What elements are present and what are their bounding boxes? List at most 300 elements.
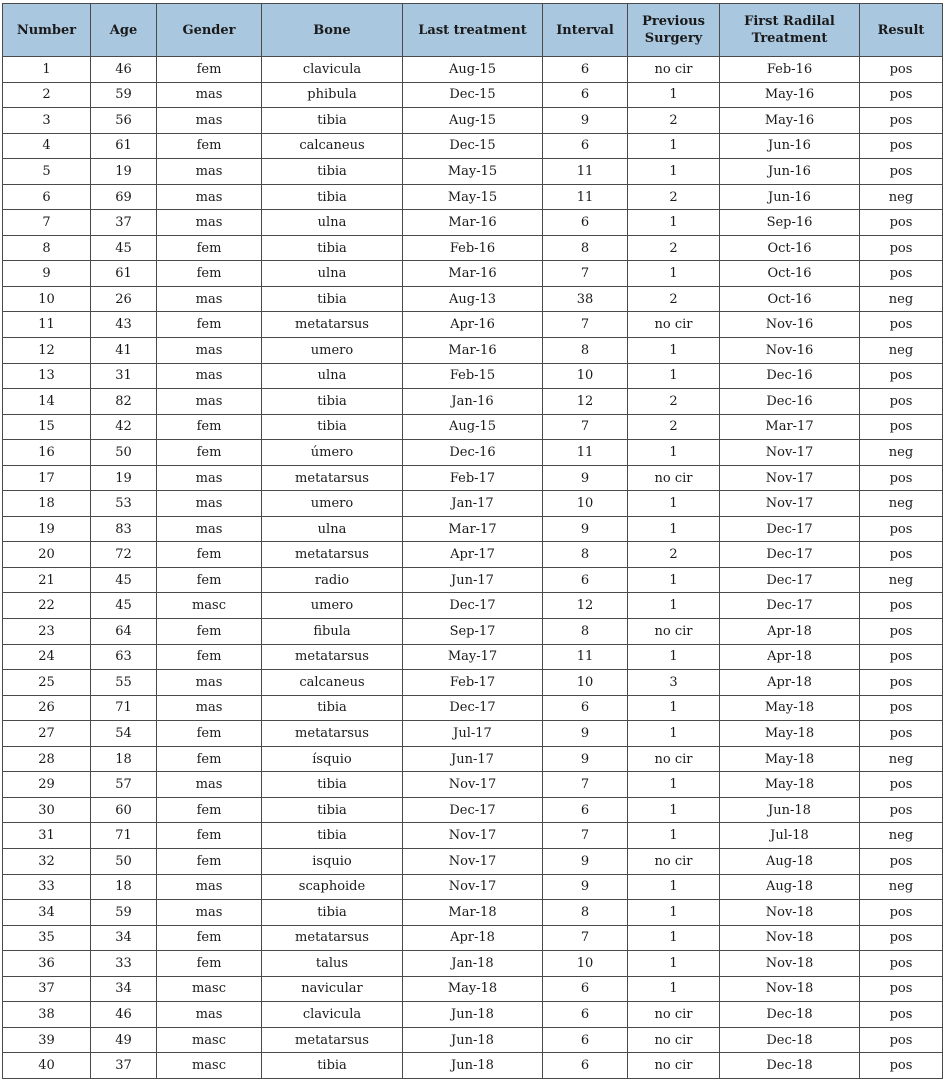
interval-cell: 11 [543,440,628,466]
number-cell: 2 [3,82,91,108]
last-treatment-cell: Dec-15 [403,82,543,108]
table-row [3,286,943,312]
previous-surgery-cell: 1 [628,951,720,977]
previous-surgery-cell: no cir [628,57,720,83]
number-cell: 17 [3,465,91,491]
previous-surgery-cell: 2 [628,542,720,568]
bone-cell: tibia [262,184,403,210]
bone-cell: ulna [262,210,403,236]
result-cell: pos [860,159,943,185]
interval-cell: 9 [543,108,628,134]
previous-surgery-cell: 1 [628,363,720,389]
gender-cell: fem [157,57,262,83]
first-radial-treatment-cell: Dec-17 [720,567,860,593]
interval-cell: 7 [543,823,628,849]
first-radial-treatment-cell: Jun-16 [720,184,860,210]
age-cell: 57 [91,772,157,798]
gender-cell: mas [157,465,262,491]
bone-cell: clavicula [262,1002,403,1028]
interval-cell: 6 [543,797,628,823]
result-cell: pos [860,389,943,415]
interval-cell: 10 [543,670,628,696]
interval-cell: 7 [543,925,628,951]
last-treatment-cell: May-17 [403,644,543,670]
bone-cell: isquio [262,848,403,874]
table-row [3,491,943,517]
result-cell: pos [860,670,943,696]
result-cell: neg [860,440,943,466]
gender-cell: mas [157,184,262,210]
last-treatment-cell: May-18 [403,976,543,1002]
first-radial-treatment-cell: Jul-18 [720,823,860,849]
first-radial-treatment-cell: Nov-18 [720,900,860,926]
age-cell: 59 [91,82,157,108]
result-cell: pos [860,82,943,108]
interval-cell: 10 [543,491,628,517]
gender-cell: mas [157,286,262,312]
number-cell: 33 [3,874,91,900]
result-cell: pos [860,133,943,159]
gender-cell: mas [157,210,262,236]
number-cell: 29 [3,772,91,798]
previous-surgery-cell: 2 [628,286,720,312]
last-treatment-cell: May-15 [403,159,543,185]
last-treatment-cell: Feb-15 [403,363,543,389]
gender-cell: fem [157,261,262,287]
previous-surgery-cell: no cir [628,1002,720,1028]
first-radial-treatment-cell: Nov-17 [720,465,860,491]
age-cell: 72 [91,542,157,568]
first-radial-treatment-cell: Dec-18 [720,1027,860,1053]
bone-cell: metatarsus [262,925,403,951]
last-treatment-cell: Nov-17 [403,823,543,849]
last-treatment-cell: Nov-17 [403,772,543,798]
number-cell: 5 [3,159,91,185]
last-treatment-cell: Apr-18 [403,925,543,951]
interval-cell: 8 [543,900,628,926]
first-radial-treatment-cell: Jun-16 [720,159,860,185]
gender-cell: masc [157,1053,262,1079]
age-cell: 63 [91,644,157,670]
gender-cell: fem [157,414,262,440]
interval-cell: 6 [543,57,628,83]
result-cell: pos [860,312,943,338]
number-cell: 36 [3,951,91,977]
interval-cell: 7 [543,414,628,440]
first-radial-treatment-cell: Nov-18 [720,951,860,977]
bone-cell: ulna [262,363,403,389]
result-cell: pos [860,772,943,798]
interval-cell: 9 [543,465,628,491]
previous-surgery-cell: 1 [628,210,720,236]
table-row [3,1053,943,1079]
previous-surgery-cell: 2 [628,108,720,134]
gender-cell: fem [157,235,262,261]
age-cell: 45 [91,567,157,593]
bone-cell: metatarsus [262,644,403,670]
column-header-first-radial-treatment: First Radilal Treatment [720,4,860,57]
previous-surgery-cell: 1 [628,159,720,185]
table-row [3,976,943,1002]
table-row [3,619,943,645]
number-cell: 23 [3,619,91,645]
bone-cell: calcaneus [262,133,403,159]
previous-surgery-cell: no cir [628,312,720,338]
bone-cell: tibia [262,900,403,926]
age-cell: 34 [91,925,157,951]
gender-cell: masc [157,976,262,1002]
gender-cell: fem [157,567,262,593]
gender-cell: mas [157,900,262,926]
interval-cell: 7 [543,261,628,287]
table-row [3,440,943,466]
table-row [3,261,943,287]
interval-cell: 6 [543,210,628,236]
first-radial-treatment-cell: Nov-17 [720,440,860,466]
age-cell: 34 [91,976,157,1002]
result-cell: pos [860,619,943,645]
result-cell: pos [860,235,943,261]
age-cell: 61 [91,261,157,287]
result-cell: pos [860,1027,943,1053]
age-cell: 54 [91,721,157,747]
bone-cell: metatarsus [262,312,403,338]
interval-cell: 12 [543,389,628,415]
gender-cell: mas [157,108,262,134]
number-cell: 9 [3,261,91,287]
bone-cell: tibia [262,286,403,312]
last-treatment-cell: Mar-16 [403,210,543,236]
first-radial-treatment-cell: Dec-16 [720,363,860,389]
previous-surgery-cell: 1 [628,900,720,926]
number-cell: 35 [3,925,91,951]
bone-cell: tibia [262,797,403,823]
interval-cell: 9 [543,746,628,772]
column-header-interval: Interval [543,4,628,57]
table-row [3,133,943,159]
gender-cell: masc [157,1027,262,1053]
first-radial-treatment-cell: Mar-17 [720,414,860,440]
column-header-age: Age [91,4,157,57]
bone-cell: tibia [262,235,403,261]
last-treatment-cell: Jun-18 [403,1053,543,1079]
number-cell: 19 [3,516,91,542]
last-treatment-cell: Aug-15 [403,108,543,134]
patient-data-table [2,3,943,1079]
age-cell: 59 [91,900,157,926]
gender-cell: masc [157,593,262,619]
table-row [3,746,943,772]
previous-surgery-cell: 1 [628,593,720,619]
number-cell: 8 [3,235,91,261]
result-cell: neg [860,184,943,210]
bone-cell: phibula [262,82,403,108]
last-treatment-cell: Aug-15 [403,57,543,83]
previous-surgery-cell: 1 [628,644,720,670]
previous-surgery-cell: 1 [628,491,720,517]
bone-cell: tibia [262,389,403,415]
last-treatment-cell: Mar-18 [403,900,543,926]
table-row [3,874,943,900]
table-row [3,670,943,696]
table-row [3,1002,943,1028]
gender-cell: fem [157,721,262,747]
table-row [3,797,943,823]
column-header-bone: Bone [262,4,403,57]
previous-surgery-cell: no cir [628,1027,720,1053]
table-body [3,57,943,1079]
last-treatment-cell: Dec-17 [403,797,543,823]
interval-cell: 6 [543,976,628,1002]
age-cell: 33 [91,951,157,977]
table-row [3,695,943,721]
bone-cell: umero [262,491,403,517]
interval-cell: 11 [543,184,628,210]
age-cell: 45 [91,235,157,261]
last-treatment-cell: Mar-17 [403,516,543,542]
gender-cell: fem [157,951,262,977]
interval-cell: 6 [543,1002,628,1028]
interval-cell: 12 [543,593,628,619]
result-cell: pos [860,465,943,491]
result-cell: neg [860,286,943,312]
number-cell: 12 [3,338,91,364]
bone-cell: umero [262,338,403,364]
table-row [3,644,943,670]
last-treatment-cell: Jun-17 [403,746,543,772]
previous-surgery-cell: no cir [628,465,720,491]
bone-cell: ulna [262,516,403,542]
age-cell: 45 [91,593,157,619]
interval-cell: 10 [543,951,628,977]
gender-cell: mas [157,491,262,517]
first-radial-treatment-cell: Dec-18 [720,1053,860,1079]
gender-cell: fem [157,440,262,466]
result-cell: pos [860,695,943,721]
gender-cell: fem [157,797,262,823]
bone-cell: calcaneus [262,670,403,696]
result-cell: pos [860,363,943,389]
number-cell: 4 [3,133,91,159]
last-treatment-cell: May-15 [403,184,543,210]
column-header-gender: Gender [157,4,262,57]
interval-cell: 38 [543,286,628,312]
number-cell: 18 [3,491,91,517]
age-cell: 82 [91,389,157,415]
result-cell: pos [860,414,943,440]
first-radial-treatment-cell: Nov-18 [720,976,860,1002]
age-cell: 37 [91,210,157,236]
number-cell: 20 [3,542,91,568]
gender-cell: fem [157,644,262,670]
result-cell: pos [860,516,943,542]
gender-cell: mas [157,1002,262,1028]
age-cell: 71 [91,695,157,721]
first-radial-treatment-cell: Jun-16 [720,133,860,159]
last-treatment-cell: Jun-17 [403,567,543,593]
first-radial-treatment-cell: Nov-16 [720,312,860,338]
previous-surgery-cell: no cir [628,619,720,645]
table-row [3,593,943,619]
first-radial-treatment-cell: Sep-16 [720,210,860,236]
table-row [3,1027,943,1053]
interval-cell: 6 [543,567,628,593]
bone-cell: talus [262,951,403,977]
number-cell: 40 [3,1053,91,1079]
number-cell: 38 [3,1002,91,1028]
interval-cell: 10 [543,363,628,389]
result-cell: neg [860,338,943,364]
bone-cell: tibia [262,159,403,185]
last-treatment-cell: Mar-16 [403,338,543,364]
bone-cell: ísquio [262,746,403,772]
gender-cell: mas [157,363,262,389]
age-cell: 64 [91,619,157,645]
previous-surgery-cell: 1 [628,772,720,798]
previous-surgery-cell: 1 [628,695,720,721]
gender-cell: mas [157,159,262,185]
bone-cell: fibula [262,619,403,645]
gender-cell: mas [157,695,262,721]
bone-cell: metatarsus [262,542,403,568]
number-cell: 39 [3,1027,91,1053]
previous-surgery-cell: 1 [628,721,720,747]
table-row [3,414,943,440]
column-header-number: Number [3,4,91,57]
interval-cell: 8 [543,542,628,568]
previous-surgery-cell: 1 [628,82,720,108]
gender-cell: mas [157,772,262,798]
table-row [3,900,943,926]
age-cell: 31 [91,363,157,389]
first-radial-treatment-cell: Dec-18 [720,1002,860,1028]
first-radial-treatment-cell: Dec-17 [720,542,860,568]
age-cell: 41 [91,338,157,364]
previous-surgery-cell: 1 [628,874,720,900]
gender-cell: fem [157,848,262,874]
first-radial-treatment-cell: Oct-16 [720,286,860,312]
number-cell: 27 [3,721,91,747]
first-radial-treatment-cell: May-16 [720,108,860,134]
age-cell: 49 [91,1027,157,1053]
previous-surgery-cell: 3 [628,670,720,696]
bone-cell: úmero [262,440,403,466]
previous-surgery-cell: 2 [628,184,720,210]
last-treatment-cell: Nov-17 [403,848,543,874]
bone-cell: ulna [262,261,403,287]
age-cell: 19 [91,465,157,491]
first-radial-treatment-cell: May-18 [720,772,860,798]
table-row [3,184,943,210]
interval-cell: 6 [543,133,628,159]
table-row [3,363,943,389]
table-row [3,465,943,491]
age-cell: 71 [91,823,157,849]
last-treatment-cell: Aug-13 [403,286,543,312]
previous-surgery-cell: 1 [628,797,720,823]
result-cell: pos [860,57,943,83]
age-cell: 53 [91,491,157,517]
first-radial-treatment-cell: May-16 [720,82,860,108]
first-radial-treatment-cell: Dec-17 [720,593,860,619]
gender-cell: fem [157,619,262,645]
gender-cell: fem [157,823,262,849]
number-cell: 13 [3,363,91,389]
result-cell: pos [860,644,943,670]
interval-cell: 6 [543,82,628,108]
last-treatment-cell: Dec-17 [403,593,543,619]
result-cell: pos [860,848,943,874]
interval-cell: 6 [543,1027,628,1053]
gender-cell: mas [157,516,262,542]
gender-cell: fem [157,542,262,568]
first-radial-treatment-cell: Apr-18 [720,670,860,696]
previous-surgery-cell: 1 [628,925,720,951]
interval-cell: 9 [543,516,628,542]
interval-cell: 8 [543,338,628,364]
gender-cell: mas [157,670,262,696]
result-cell: pos [860,593,943,619]
result-cell: pos [860,925,943,951]
first-radial-treatment-cell: Oct-16 [720,235,860,261]
age-cell: 26 [91,286,157,312]
previous-surgery-cell: 2 [628,235,720,261]
result-cell: pos [860,108,943,134]
result-cell: pos [860,951,943,977]
last-treatment-cell: Jun-18 [403,1002,543,1028]
number-cell: 22 [3,593,91,619]
table-row [3,108,943,134]
result-cell: pos [860,721,943,747]
number-cell: 21 [3,567,91,593]
number-cell: 7 [3,210,91,236]
age-cell: 50 [91,848,157,874]
previous-surgery-cell: 1 [628,823,720,849]
previous-surgery-cell: 1 [628,440,720,466]
previous-surgery-cell: 1 [628,133,720,159]
interval-cell: 11 [543,159,628,185]
result-cell: neg [860,491,943,517]
table-row [3,848,943,874]
number-cell: 16 [3,440,91,466]
last-treatment-cell: Sep-17 [403,619,543,645]
number-cell: 32 [3,848,91,874]
first-radial-treatment-cell: Nov-17 [720,491,860,517]
interval-cell: 9 [543,848,628,874]
last-treatment-cell: Dec-16 [403,440,543,466]
previous-surgery-cell: no cir [628,746,720,772]
table-row [3,721,943,747]
last-treatment-cell: Jan-16 [403,389,543,415]
previous-surgery-cell: 1 [628,567,720,593]
number-cell: 15 [3,414,91,440]
first-radial-treatment-cell: Dec-17 [720,516,860,542]
table-row [3,57,943,83]
table-row [3,82,943,108]
previous-surgery-cell: no cir [628,1053,720,1079]
bone-cell: metatarsus [262,465,403,491]
last-treatment-cell: Nov-17 [403,874,543,900]
table-row [3,210,943,236]
bone-cell: umero [262,593,403,619]
bone-cell: tibia [262,1053,403,1079]
gender-cell: fem [157,925,262,951]
column-header-last-treatment: Last treatment [403,4,543,57]
interval-cell: 8 [543,235,628,261]
gender-cell: mas [157,874,262,900]
first-radial-treatment-cell: Nov-16 [720,338,860,364]
gender-cell: fem [157,312,262,338]
